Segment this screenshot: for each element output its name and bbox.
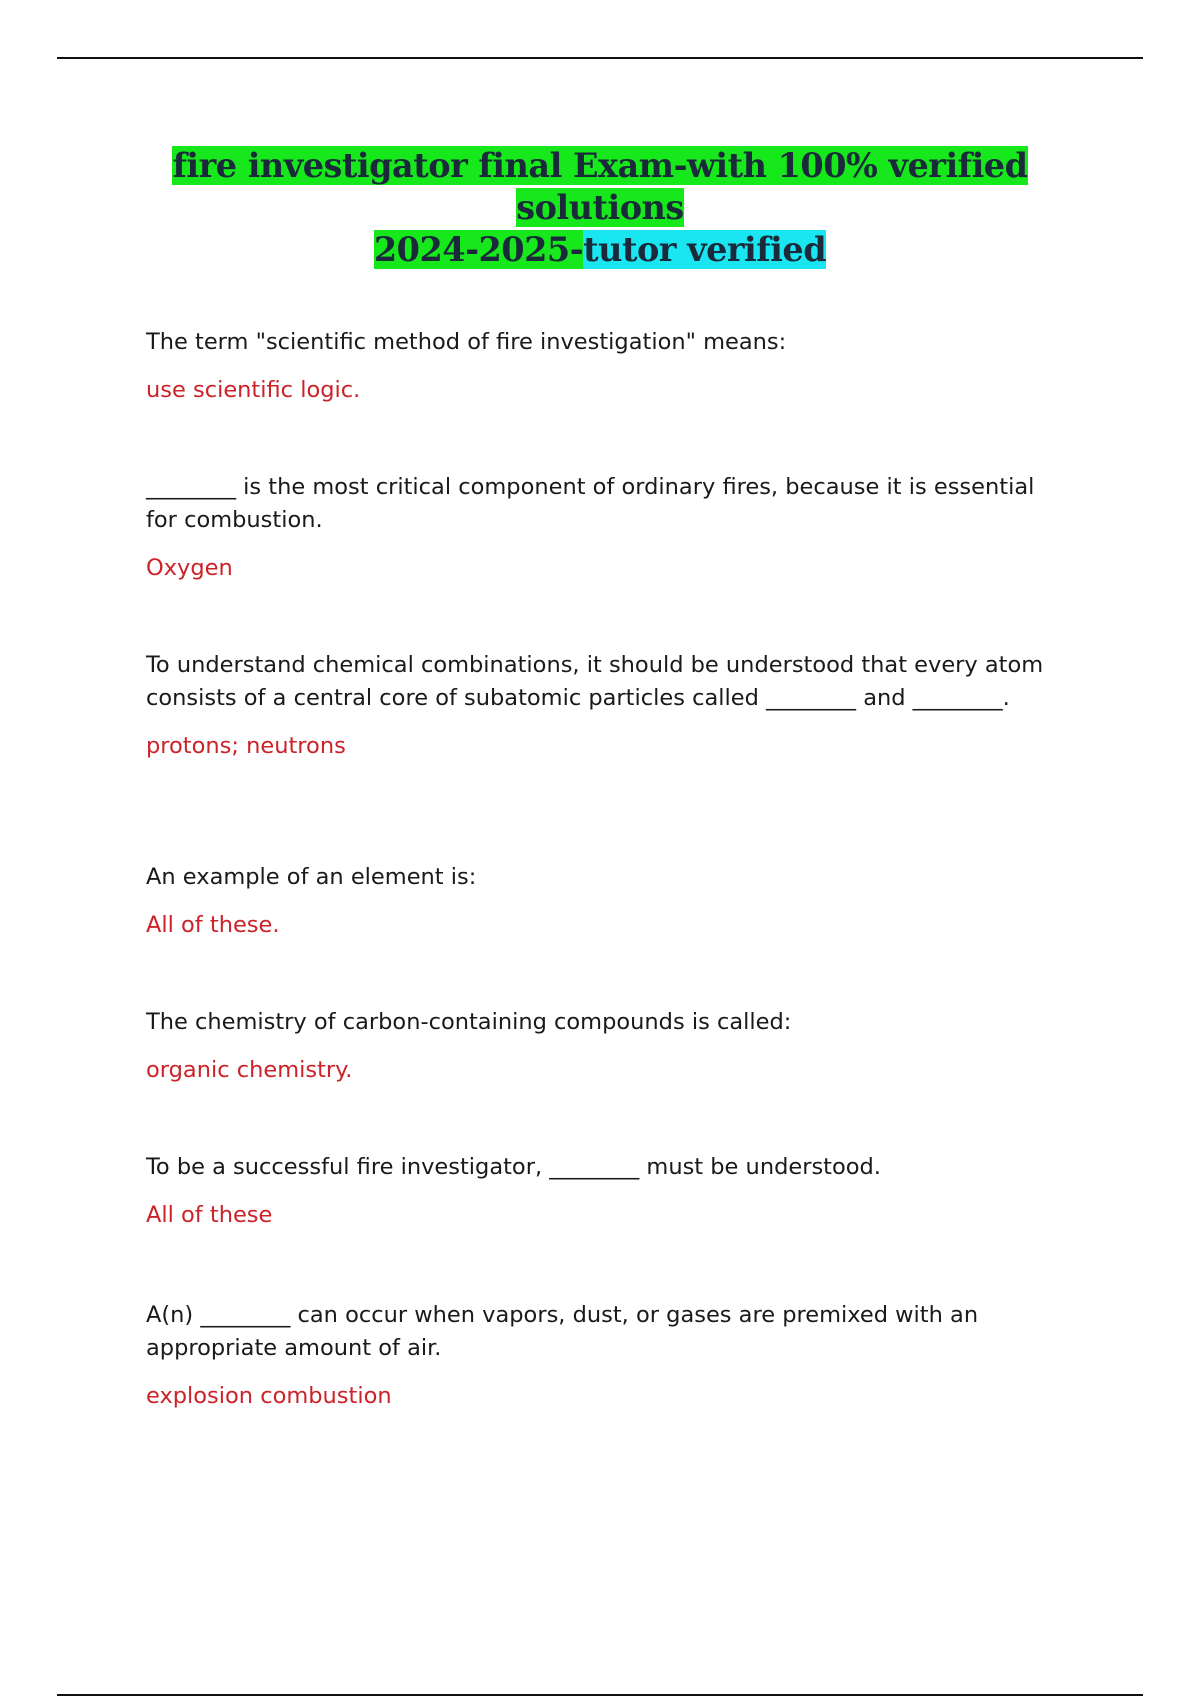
qa-item-2 xyxy=(146,471,1066,585)
answer-text: explosion combustion xyxy=(146,1383,392,1409)
qa-item-7 xyxy=(146,1299,1066,1413)
question-text: ________ is the most critical component of ordinary fires, because it is essential for combustion. xyxy=(146,474,1035,533)
title-line-2-year: 2024-2025- xyxy=(373,230,584,269)
answer-text: organic chemistry. xyxy=(146,1057,353,1083)
question-text: To be a successful fire investigator, ________ must be understood. xyxy=(146,1154,881,1180)
title-line-1: fire investigator final Exam-with 100% verified solutions xyxy=(172,146,1028,227)
question-text: The chemistry of carbon-containing compounds is called: xyxy=(146,1009,792,1035)
qa-item-5 xyxy=(146,1006,1066,1087)
title-line-2-verified: tutor verified xyxy=(583,230,827,269)
qa-item-6 xyxy=(146,1151,1066,1232)
document-title xyxy=(100,145,1100,271)
answer-text: use scientific logic. xyxy=(146,377,361,403)
question-text: To understand chemical combinations, it should be understood that every atom consists of a central core of subatomic particles called ________ and ________. xyxy=(146,652,1044,711)
header-rule xyxy=(57,57,1143,59)
qa-item-1 xyxy=(146,326,1066,407)
question-text: A(n) ________ can occur when vapors, dust, or gases are premixed with an appropriate amount of air. xyxy=(146,1302,979,1361)
answer-text: Oxygen xyxy=(146,555,233,581)
qa-item-4 xyxy=(146,861,1066,942)
answer-text: protons; neutrons xyxy=(146,733,346,759)
question-text: An example of an element is: xyxy=(146,864,477,890)
answer-text: All of these xyxy=(146,1202,273,1228)
question-text: The term "scientific method of fire investigation" means: xyxy=(146,329,787,355)
footer-rule xyxy=(57,1694,1143,1696)
answer-text: All of these. xyxy=(146,912,280,938)
qa-item-3 xyxy=(146,649,1066,763)
